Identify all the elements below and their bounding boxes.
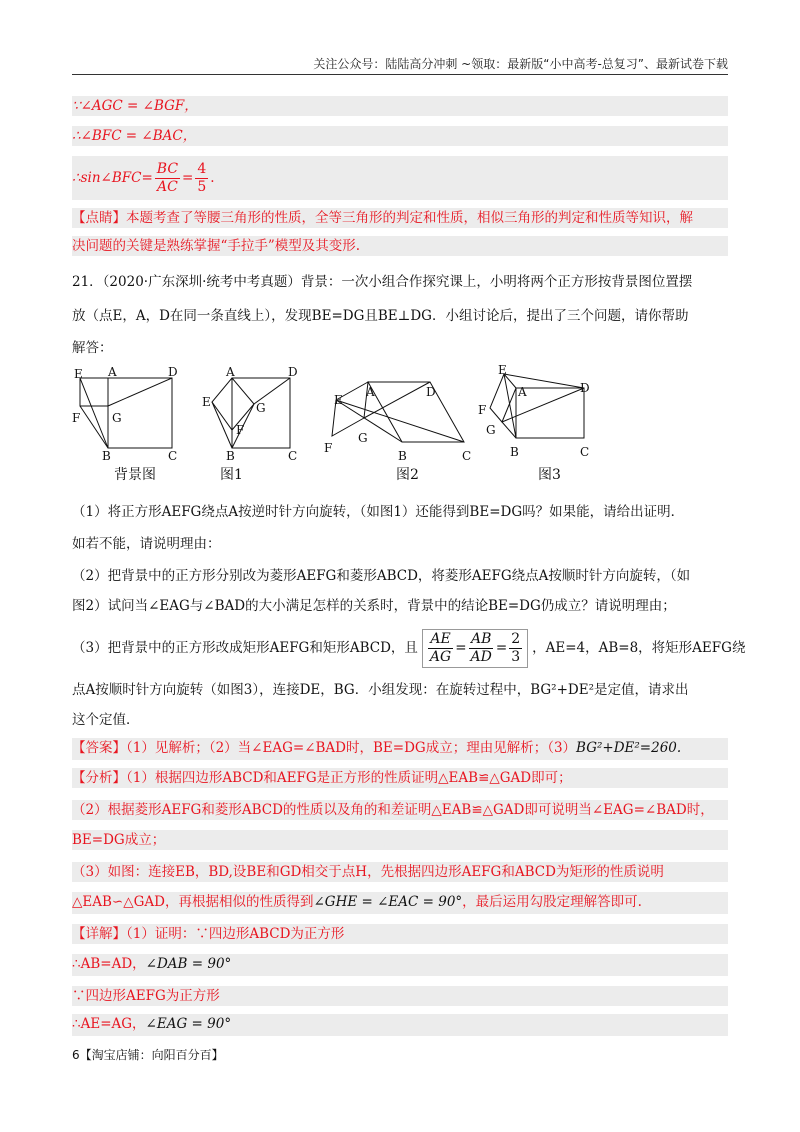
svg-text:C: C bbox=[580, 445, 590, 459]
note-line-1: 【点睛】本题考查了等腰三角形的性质，全等三角形的判定和性质，相似三角形的判定和性质等知识，解 bbox=[72, 208, 728, 228]
fraction-4-5: $\frac{4}{5}$ bbox=[197, 160, 207, 195]
pt-B: B bbox=[102, 449, 111, 462]
part2-line-a: （2）把背景中的正方形分别改为菱形AEFG和菱形ABCD，将菱形AEFG绕点A按顺时针方向旋转，（如 bbox=[72, 568, 691, 584]
part3-line-b: 点A按顺时针方向旋转（如图3），连接DE，BG．小组发现：在旋转过程中，BG²+DE²是定值，请求出 bbox=[72, 682, 689, 698]
svg-text:G: G bbox=[256, 401, 266, 415]
figure-label-1: 图1 bbox=[220, 467, 243, 483]
pt-D: D bbox=[168, 365, 178, 379]
detail-line-1: 【详解】（1）证明：∵四边形ABCD为正方形 bbox=[72, 924, 728, 944]
svg-text:E: E bbox=[202, 395, 211, 409]
analysis-line-5: △EAB∽△GAD，再根据相似的性质得到∠GHE = ∠EAC = 90°，最后运用勾股定理解答即可. bbox=[72, 892, 728, 914]
svg-text:A: A bbox=[518, 385, 527, 399]
detail-line-3: ∵四边形AEFG为正方形 bbox=[72, 986, 728, 1006]
part1-line-b: 如若不能，请说明理由： bbox=[72, 536, 221, 552]
analysis-line-4: （3）如图：连接EB，BD,设BE和GD相交于点H，先根据四边形AEFG和ABCD为矩形的性质说明 bbox=[72, 862, 728, 882]
ratio-formula: $\frac{AE}{AG}$ = $\frac{AB}{AD}$ = $\frac{2}{3}$ bbox=[422, 629, 528, 668]
svg-text:F: F bbox=[324, 441, 333, 455]
part3-line-c: 这个定值． bbox=[72, 712, 140, 728]
svg-text:F: F bbox=[478, 403, 487, 417]
note-line-2: 决问题的关键是熟练掌握“手拉手”模型及其变形. bbox=[72, 236, 728, 256]
figure-label-3: 图3 bbox=[538, 467, 561, 483]
bg-square-aefg bbox=[80, 378, 108, 406]
prev-line-2: ∴∠BFC = ∠BAC， bbox=[72, 126, 728, 146]
answer-line: 【答案】（1）见解析；（2）当∠EAG=∠BAD时，BE=DG成立；理由见解析；（3）BG²+DE²=260. bbox=[72, 738, 728, 760]
page-header: 关注公众号：陆陆高分冲刺 ~领取：最新版“小中高考-总复习”、最新试卷下载 bbox=[313, 57, 728, 71]
part3-line-a: （3）把背景中的正方形改成矩形AEFG和矩形ABCD，且 $\frac{AE}{AG}$ = $\frac{AB}{AD}$ = $\frac{2}{3}$ ，AE=4，AB=8，将矩形AEFG绕 bbox=[72, 626, 728, 670]
figure-label-2: 图2 bbox=[396, 467, 419, 483]
analysis-line-3: BE=DG成立； bbox=[72, 830, 728, 850]
analysis-line-2: （2）根据菱形AEFG和菱形ABCD的性质以及角的和差证明△EAB≌△GAD即可说明当∠EAG=∠BAD时， bbox=[72, 800, 728, 820]
analysis-line-1: 【分析】（1）根据四边形ABCD和AEFG是正方形的性质证明△EAB≌△GAD即可； bbox=[72, 768, 728, 788]
prev-line-3: ∴sin∠BFC= $\frac{BC}{AC}$ = $\frac{4}{5}$ . bbox=[72, 156, 728, 200]
figures-diagram bbox=[72, 362, 632, 462]
svg-text:B: B bbox=[398, 449, 407, 462]
pt-G: G bbox=[112, 411, 122, 425]
answer-formula: BG²+DE²=260. bbox=[576, 740, 682, 756]
svg-text:C: C bbox=[288, 449, 298, 462]
question-line-3: 解答： bbox=[72, 340, 113, 356]
svg-text:A: A bbox=[366, 385, 375, 399]
header-divider bbox=[72, 74, 728, 75]
fraction-bc-ac: $\frac{BC}{AC}$ bbox=[156, 160, 179, 195]
detail-line-2: ∴AB=AD，∠DAB = 90° bbox=[72, 954, 728, 976]
svg-text:A: A bbox=[226, 365, 235, 379]
svg-text:E: E bbox=[498, 363, 507, 377]
detail-line-4: ∴AE=AG，∠EAG = 90° bbox=[72, 1014, 728, 1036]
pt-A: A bbox=[108, 365, 117, 379]
part1-line-a: （1）将正方形AEFG绕点A按逆时针方向旋转，（如图1）还能得到BE=DG吗？如果能，请给出证明． bbox=[72, 504, 685, 520]
svg-text:B: B bbox=[226, 449, 235, 462]
svg-text:G: G bbox=[486, 423, 496, 437]
pt-E: E bbox=[74, 367, 83, 381]
figure-label-background: 背景图 bbox=[114, 467, 156, 483]
angle-formula: ∠GHE = ∠EAC = 90° bbox=[313, 894, 463, 910]
part2-line-b: 图2）试问当∠EAG与∠BAD的大小满足怎样的关系时，背景中的结论BE=DG仍成立？请说明理由； bbox=[72, 598, 676, 614]
svg-text:C: C bbox=[462, 449, 472, 462]
svg-text:D: D bbox=[426, 385, 436, 399]
page-footer: 6【淘宝店铺：向阳百分百】 bbox=[72, 1048, 224, 1062]
pt-F: F bbox=[72, 411, 81, 425]
svg-text:D: D bbox=[288, 365, 298, 379]
question-line-2: 放（点E，A，D在同一条直线上），发现BE=DG且BE⊥DG．小组讨论后，提出了三个问题，请你帮助 bbox=[72, 308, 689, 324]
svg-text:G: G bbox=[358, 431, 368, 445]
svg-text:E: E bbox=[334, 393, 343, 407]
question-line-1: 21．（2020·广东深圳·统考中考真题）背景：一次小组合作探究课上，小明将两个正方形按背景图位置摆 bbox=[72, 274, 693, 290]
svg-text:B: B bbox=[510, 445, 519, 459]
pt-C: C bbox=[168, 449, 178, 462]
prev-line-1: ∵∠AGC = ∠BGF， bbox=[72, 96, 728, 116]
svg-text:D: D bbox=[580, 381, 590, 395]
svg-text:F: F bbox=[236, 423, 245, 437]
